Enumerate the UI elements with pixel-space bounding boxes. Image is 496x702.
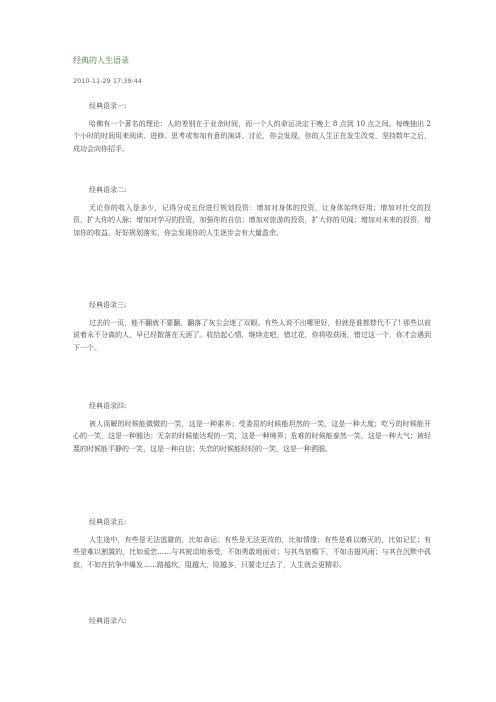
section-heading: 经典语录五:: [89, 518, 127, 526]
section-heading: 经典语录一:: [89, 102, 127, 110]
section-body: 过去的一页，能不翻就不要翻，翻落了灰尘会迷了双眼。有些人说不出哪里好，但就是谁都替代不了! 那些以前说着永不分离的人，早已经散落在天涯了。收拾起心情，继续走吧，错过花，你将收获雨，错过这一个，你才会遇到下一个。: [73, 319, 431, 352]
section-heading: 经典语录六:: [89, 617, 127, 625]
section-body: 被人误解的时候能微微的一笑，这是一种素养；受委屈的时候能坦然的一笑，这是一种大度；吃亏的时候能开心的一笑，这是一种豁达；无奈的时候能达观的一笑，这是一种境界；危难的时候能泰然一笑，这是一种大气；被轻蔑的时候能平静的一笑，这是一种自信；失恋的时候能轻轻的一笑，这是一种洒脱。: [73, 420, 431, 453]
quote-section-1: [73, 101, 431, 155]
quote-section-5: [73, 517, 431, 571]
quote-section-3: [73, 300, 431, 354]
section-body: 人生途中，有些是无法逃避的，比如命运；有些是无法更改的，比如情缘；有些是难以磨灭的，比如记忆；有些是难以割置的，比如爱恋……与其被动地承受，不如勇敢地面对；与其鸟宿檐下，不如击翅风雨；与其在沉默中孤寂，不如在抗争中爆发……路越坎，阻越大，险越多，只要走过去了，人生就会更精彩。: [73, 536, 431, 569]
document-page: [73, 56, 431, 85]
document-title: 经典的人生语录: [73, 56, 129, 65]
quote-section-2: [73, 185, 431, 239]
document-date: 2010-11-29 17:39:44: [73, 77, 143, 85]
section-body: 哈佛有一个著名的理论：人的差别在于业余时间，而一个人的命运决定于晚上 8 点到 10 点之间。每晚抽出 2 个小时的时间用来阅读、进修、思考或参加有意的演讲、讨论，你会发现，你的人生正在发生改变，坚持数年之后，成功会向你招手。: [73, 120, 431, 153]
quote-section-4: [73, 401, 431, 455]
quote-section-6: [73, 616, 431, 633]
section-body: 无论你的收入是多少，记得分成五份进行规划投资：增加对身体的投资，让身体始终好用；增加对社交的投资，扩大你的人脉；增加对学习的投资，加强你的自信；增加对旅游的投资，扩大你的见闻；增加对未来的投资，增加你的收益。好好规划落实，你会发现你的人生逐步会有大量盈余。: [73, 204, 431, 237]
section-heading: 经典语录二:: [89, 186, 127, 194]
section-heading: 经典语录四:: [89, 402, 127, 410]
section-heading: 经典语录三:: [89, 301, 127, 309]
